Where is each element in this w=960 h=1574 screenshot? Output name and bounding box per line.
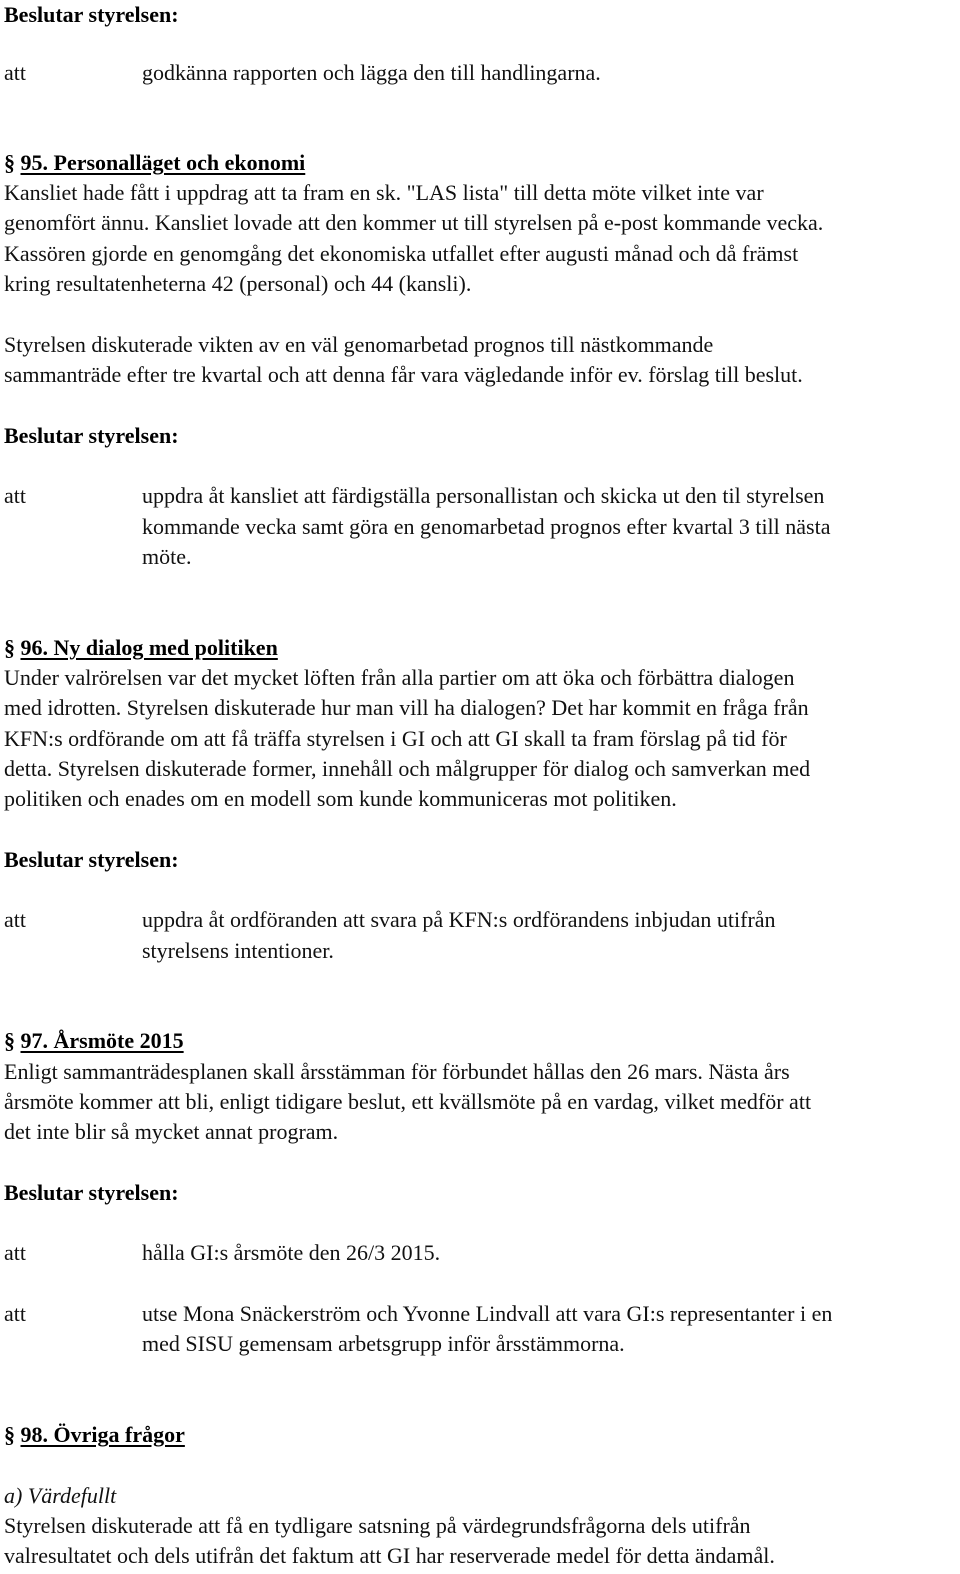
decision-prefix: att [4,1240,26,1265]
paragraph-line: Kassören gjorde en genomgång det ekonomiska utfallet efter augusti månad och då främst [4,241,799,266]
section-96-title: Ny dialog med politiken [53,635,278,660]
decision-text: med SISU gemensam arbetsgrupp inför årsstämmorna. [142,1331,625,1356]
paragraph-line: detta. Styrelsen diskuterade former, innehåll och målgrupper för dialog och samverkan med [4,756,811,781]
section-mark: § [4,1422,15,1447]
paragraph-line: Styrelsen diskuterade att få en tydligare satsning på värdegrundsfrågorna dels utifrån [4,1513,751,1538]
decision-text: uppdra åt kansliet att färdigställa personallistan och skicka ut den til styrelsen [142,483,825,508]
decision-text: hålla GI:s årsmöte den 26/3 2015. [142,1240,441,1265]
paragraph-line: årsmöte kommer att bli, enligt tidigare beslut, ett kvällsmöte på en vardag, vilket medför att [4,1089,812,1114]
decision-heading: Beslutar styrelsen: [4,1180,179,1205]
paragraph-line: Styrelsen diskuterade vikten av en väl genomarbetad prognos till nästkommande [4,332,714,357]
section-97-title: Årsmöte 2015 [53,1028,184,1053]
paragraph-line: genomfört ännu. Kansliet lovade att den kommer ut till styrelsen på e-post kommande vecka. [4,210,824,235]
paragraph-line: valresultatet och dels utifrån det faktum att GI har reserverade medel för detta ändamål. [4,1543,775,1568]
decision-heading: Beslutar styrelsen: [4,847,179,872]
section-mark: § [4,1028,15,1053]
section-96-number: 96. [20,635,48,660]
paragraph-line: med idrotten. Styrelsen diskuterade hur man vill ha dialogen? Det har kommit en fråga från [4,695,809,720]
section-97-number: 97. [20,1028,48,1053]
decision-text: möte. [142,544,192,569]
paragraph-line: KFN:s ordförande om att få träffa styrelsen i GI och att GI skall ta fram förslag på tid för [4,726,787,751]
decision-text: styrelsens intentioner. [142,938,334,963]
paragraph-line: Kansliet hade fått i uppdrag att ta fram en sk. "LAS lista" till detta möte vilket inte var [4,180,764,205]
paragraph-line: Enligt sammanträdesplanen skall årsstämman för förbundet hållas den 26 mars. Nästa års [4,1059,790,1084]
paragraph-line: sammanträde efter tre kvartal och att denna får vara vägledande inför ev. förslag till beslut. [4,362,803,387]
section-95-heading [4,148,305,178]
paragraph-line: politiken och enades om en modell som kunde kommuniceras mot politiken. [4,786,677,811]
decision-text: kommande vecka samt göra en genomarbetad prognos efter kvartal 3 till nästa [142,514,831,539]
section-98-number: 98. [20,1422,48,1447]
paragraph-line: Under valrörelsen var det mycket löften från alla partier om att öka och förbättra dialogen [4,665,795,690]
decision-prefix: att [4,1301,26,1326]
decision-text: utse Mona Snäckerström och Yvonne Lindvall att vara GI:s representanter i en [142,1301,833,1326]
decision-prefix: att [4,60,26,85]
paragraph-line: kring resultatenheterna 42 (personal) och 44 (kansli). [4,271,472,296]
section-97-heading [4,1026,184,1056]
paragraph-line: det inte blir så mycket annat program. [4,1119,339,1144]
decision-text: uppdra åt ordföranden att svara på KFN:s ordförandens inbjudan utifrån [142,907,776,932]
decision-text: godkänna rapporten och lägga den till handlingarna. [142,60,601,85]
decision-heading: Beslutar styrelsen: [4,2,179,27]
section-mark: § [4,635,15,660]
section-mark: § [4,150,15,175]
decision-prefix: att [4,483,26,508]
decision-prefix: att [4,907,26,932]
section-98-heading [4,1420,185,1450]
subheading: a) Värdefullt [4,1483,117,1508]
section-98-title: Övriga frågor [53,1422,185,1447]
decision-heading: Beslutar styrelsen: [4,423,179,448]
section-96-heading [4,633,278,663]
section-95-title: 95. Personalläget och ekonomi [20,150,306,175]
